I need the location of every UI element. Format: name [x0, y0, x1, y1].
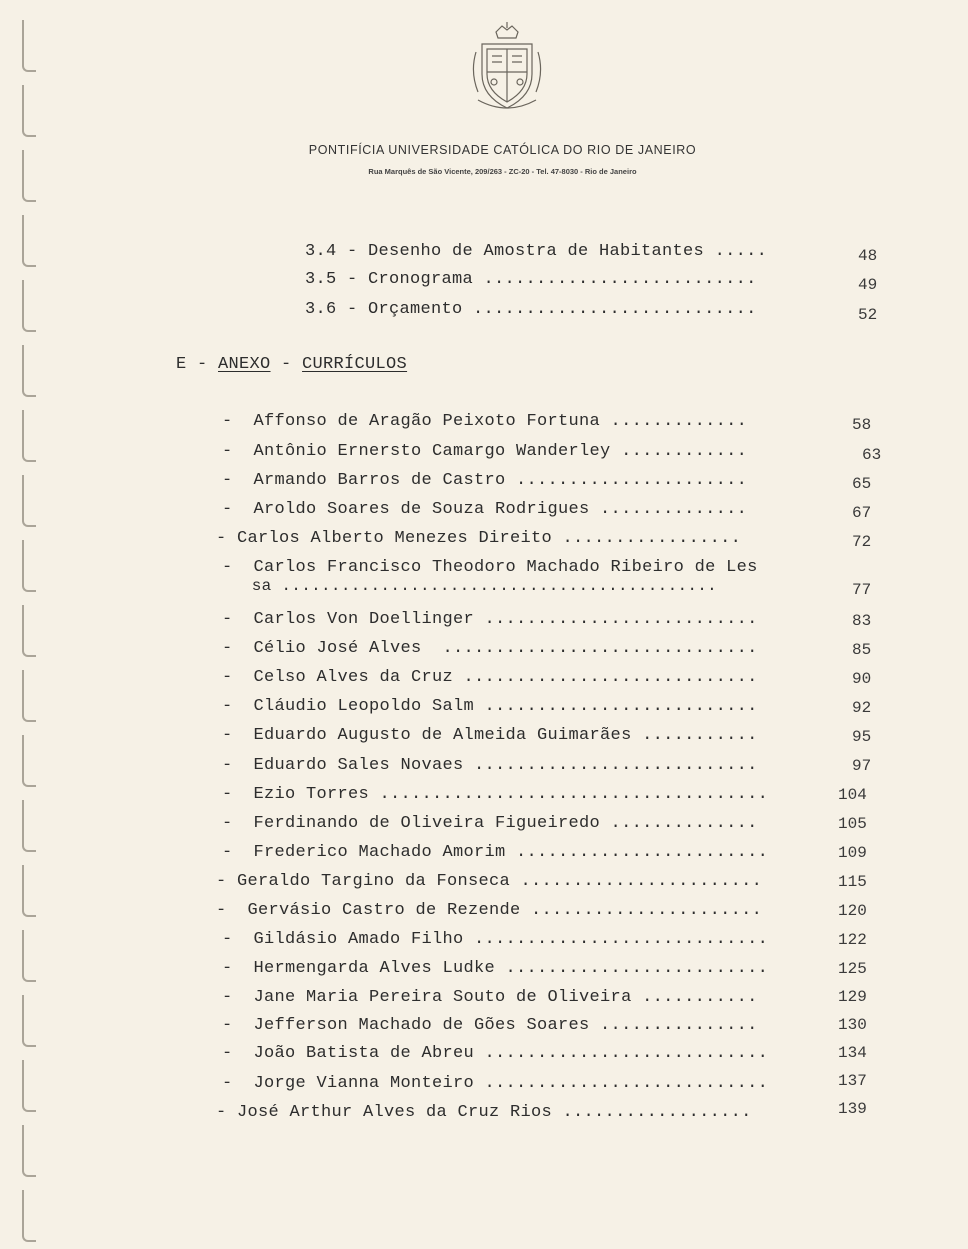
toc-line: 3.6 - Orçamento ........................... [305, 300, 757, 319]
institution-address: Rua Marquês de São Vicente, 209/263 - ZC-20 - Tel. 47-8030 - Rio de Janeiro [368, 167, 637, 176]
entry-page-number: 97 [852, 757, 872, 775]
entry-page-number: 125 [838, 960, 867, 978]
section-curriculos: CURRÍCULOS [302, 355, 408, 374]
entry-page-number: 130 [838, 1016, 867, 1034]
curriculum-entry: - Ferdinando de Oliveira Figueiredo .............. [222, 814, 758, 833]
curriculum-entry: - José Arthur Alves da Cruz Rios .................. [216, 1103, 752, 1122]
entry-page-number: 105 [838, 815, 867, 833]
entry-page-number: 122 [838, 931, 867, 949]
curriculum-entry: - Carlos Alberto Menezes Direito ................. [216, 529, 742, 548]
entry-page-number: 95 [852, 728, 872, 746]
curriculum-entry: - Jefferson Machado de Gões Soares ............... [222, 1016, 758, 1035]
binding-holes [0, 0, 44, 1249]
entry-page-number: 90 [852, 670, 872, 688]
toc-line: 3.4 - Desenho de Amostra de Habitantes ..... [305, 242, 768, 261]
curriculum-entry: - João Batista de Abreu ........................... [222, 1044, 769, 1063]
curriculum-entry: - Aroldo Soares de Souza Rodrigues .............. [222, 500, 748, 519]
curriculum-entry: - Gildásio Amado Filho ............................ [222, 930, 769, 949]
curriculum-entry: - Frederico Machado Amorim ........................ [222, 843, 769, 862]
toc-page-number: 52 [858, 306, 878, 324]
entry-page-number: 104 [838, 786, 867, 804]
section-heading [176, 355, 407, 375]
entry-page-number: 137 [838, 1072, 867, 1090]
toc-page-number: 49 [858, 276, 878, 294]
entry-page-number: 58 [852, 416, 872, 434]
curriculum-entry: - Carlos Francisco Theodoro Machado Ribeiro de Les [222, 558, 758, 577]
section-prefix: E - [176, 355, 219, 374]
entry-page-number: 115 [838, 873, 867, 891]
entry-page-number: 72 [852, 533, 872, 551]
entry-page-number: 92 [852, 699, 872, 717]
curriculum-entry-continuation: sa ............................................ [222, 577, 718, 595]
entry-page-number: 67 [852, 504, 872, 522]
curriculum-entry: - Geraldo Targino da Fonseca ....................... [216, 872, 763, 891]
curriculum-entry: - Celso Alves da Cruz ............................ [222, 668, 758, 687]
section-separator: - [270, 355, 303, 374]
curriculum-entry: - Eduardo Sales Novaes ........................... [222, 756, 758, 775]
curriculum-entry: - Jorge Vianna Monteiro ........................... [222, 1074, 769, 1093]
curriculum-entry: - Gervásio Castro de Rezende ...................... [216, 901, 763, 920]
curriculum-entry: - Armando Barros de Castro ...................... [222, 471, 748, 490]
curriculum-entry: - Eduardo Augusto de Almeida Guimarães ........... [222, 726, 758, 745]
entry-page-number: 134 [838, 1044, 867, 1062]
curriculum-entry: - Affonso de Aragão Peixoto Fortuna ............. [222, 412, 748, 431]
entry-page-number: 83 [852, 612, 872, 630]
entry-page-number: 109 [838, 844, 867, 862]
entry-page-number: 120 [838, 902, 867, 920]
curriculum-entry: - Carlos Von Doellinger .......................... [222, 610, 758, 629]
entry-page-number: 139 [838, 1100, 867, 1118]
entry-page-number: 63 [862, 446, 882, 464]
curriculum-entry: - Hermengarda Alves Ludke ......................... [222, 959, 769, 978]
entry-page-number: 77 [852, 581, 872, 599]
entry-page-number: 85 [852, 641, 872, 659]
curriculum-entry: - Ezio Torres ..................................... [222, 785, 769, 804]
entry-page-number: 129 [838, 988, 867, 1006]
curriculum-entry: - Célio José Alves .............................. [222, 639, 758, 658]
entry-page-number: 65 [852, 475, 872, 493]
toc-page-number: 48 [858, 247, 878, 265]
section-anexo: ANEXO [218, 355, 271, 374]
university-crest-icon [468, 22, 546, 114]
curriculum-entry: - Antônio Ernersto Camargo Wanderley ............ [222, 442, 748, 461]
curriculum-entry: - Jane Maria Pereira Souto de Oliveira ........... [222, 988, 758, 1007]
toc-line: 3.5 - Cronograma .......................... [305, 270, 757, 289]
curriculum-entry: - Cláudio Leopoldo Salm .......................... [222, 697, 758, 716]
institution-name: PONTIFÍCIA UNIVERSIDADE CATÓLICA DO RIO DE JANEIRO [308, 143, 697, 157]
